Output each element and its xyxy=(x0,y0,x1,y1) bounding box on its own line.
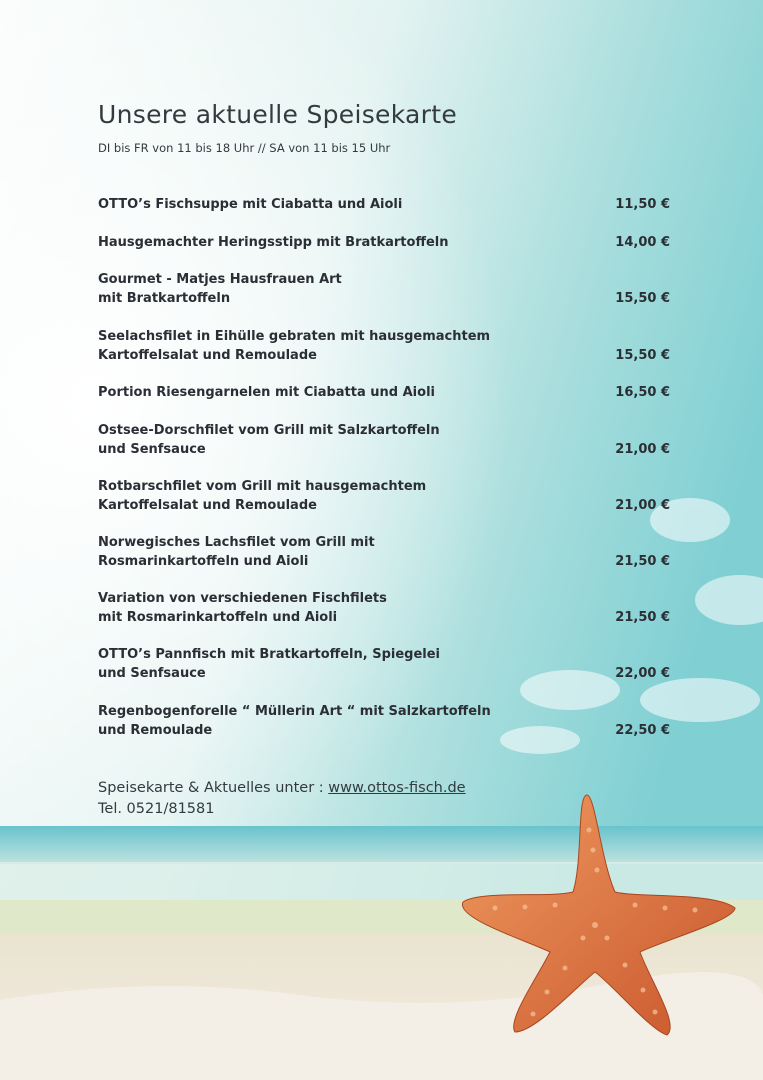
menu-item-price: 15,50 € xyxy=(615,290,670,306)
footer-info xyxy=(98,778,466,820)
menu-item-name-line: Regenbogenforelle “ Müllerin Art “ mit Salzkartoffeln xyxy=(98,704,491,719)
menu-item-name-line: mit Rosmarinkartoffeln und Aioli xyxy=(98,609,338,625)
menu-item-name-line: und Remoulade xyxy=(98,722,213,738)
menu-item-name-line: Variation von verschiedenen Fischfilets xyxy=(98,591,387,606)
menu-item xyxy=(98,590,670,627)
phone-number: Tel. 0521/81581 xyxy=(98,801,215,817)
menu-item-name xyxy=(98,384,558,403)
menu-item-name-line: Portion Riesengarnelen mit Ciabatta und Aioli xyxy=(98,385,435,400)
menu-item-name-line: OTTO’s Fischsuppe mit Ciabatta und Aioli xyxy=(98,197,403,212)
page-title: Unsere aktuelle Speisekarte xyxy=(98,100,458,129)
menu-item-name xyxy=(98,422,558,459)
menu-item-name xyxy=(98,328,558,365)
menu-item-name xyxy=(98,478,558,515)
menu-item-price: 16,50 € xyxy=(615,385,670,400)
website-link[interactable]: www.ottos-fisch.de xyxy=(328,780,466,796)
menu-item-name xyxy=(98,703,558,740)
menu-item-name-line: und Senfsauce xyxy=(98,441,206,457)
menu-item-name-line: Ostsee-Dorschfilet vom Grill mit Salzkartoffeln xyxy=(98,423,440,438)
menu-item xyxy=(98,703,670,740)
menu-item-name xyxy=(98,234,558,253)
menu-item-price: 21,50 € xyxy=(615,553,670,569)
menu-item-price: 22,00 € xyxy=(615,665,670,681)
menu-item-name-line: Kartoffelsalat und Remoulade xyxy=(98,347,317,363)
menu-item xyxy=(98,534,670,571)
menu-item-name-line: mit Bratkartoffeln xyxy=(98,290,231,306)
menu-item-price: 22,50 € xyxy=(615,722,670,738)
menu-item-name-line: Hausgemachter Heringsstipp mit Bratkartoffeln xyxy=(98,235,449,250)
menu-item xyxy=(98,271,670,308)
menu-item-name-line: und Senfsauce xyxy=(98,665,206,681)
menu-item-name xyxy=(98,271,558,308)
menu-item-price: 15,50 € xyxy=(615,347,670,363)
menu-item-name-line: Norwegisches Lachsfilet vom Grill mit xyxy=(98,535,375,550)
menu-item-name xyxy=(98,590,558,627)
menu-item-name-line: Seelachsfilet in Eihülle gebraten mit hausgemachtem xyxy=(98,329,491,344)
menu-item-price: 14,00 € xyxy=(615,235,670,250)
menu-item xyxy=(98,328,670,365)
menu-item-name xyxy=(98,646,558,683)
menu-item xyxy=(98,234,670,253)
opening-hours: DI bis FR von 11 bis 18 Uhr // SA von 11 bis 15 Uhr xyxy=(98,141,391,155)
menu-item-name-line: Rosmarinkartoffeln und Aioli xyxy=(98,553,309,569)
menu-item-name-line: OTTO’s Pannfisch mit Bratkartoffeln, Spiegelei xyxy=(98,647,440,662)
menu-item-price: 11,50 € xyxy=(615,197,670,212)
menu-item xyxy=(98,422,670,459)
menu-item xyxy=(98,196,670,215)
menu-item xyxy=(98,646,670,683)
menu-item-name-line: Rotbarschfilet vom Grill mit hausgemachtem xyxy=(98,479,427,494)
menu-item-price: 21,00 € xyxy=(615,497,670,513)
info-text: Speisekarte & Aktuelles unter : xyxy=(98,780,329,796)
menu-item-name-line: Kartoffelsalat und Remoulade xyxy=(98,497,317,513)
menu-item-name xyxy=(98,534,558,571)
menu-item-name-line: Gourmet - Matjes Hausfrauen Art xyxy=(98,272,342,287)
menu-item xyxy=(98,478,670,515)
menu-item-price: 21,00 € xyxy=(615,441,670,457)
menu-item xyxy=(98,384,670,403)
menu-item-price: 21,50 € xyxy=(615,609,670,625)
menu-item-name xyxy=(98,196,558,215)
